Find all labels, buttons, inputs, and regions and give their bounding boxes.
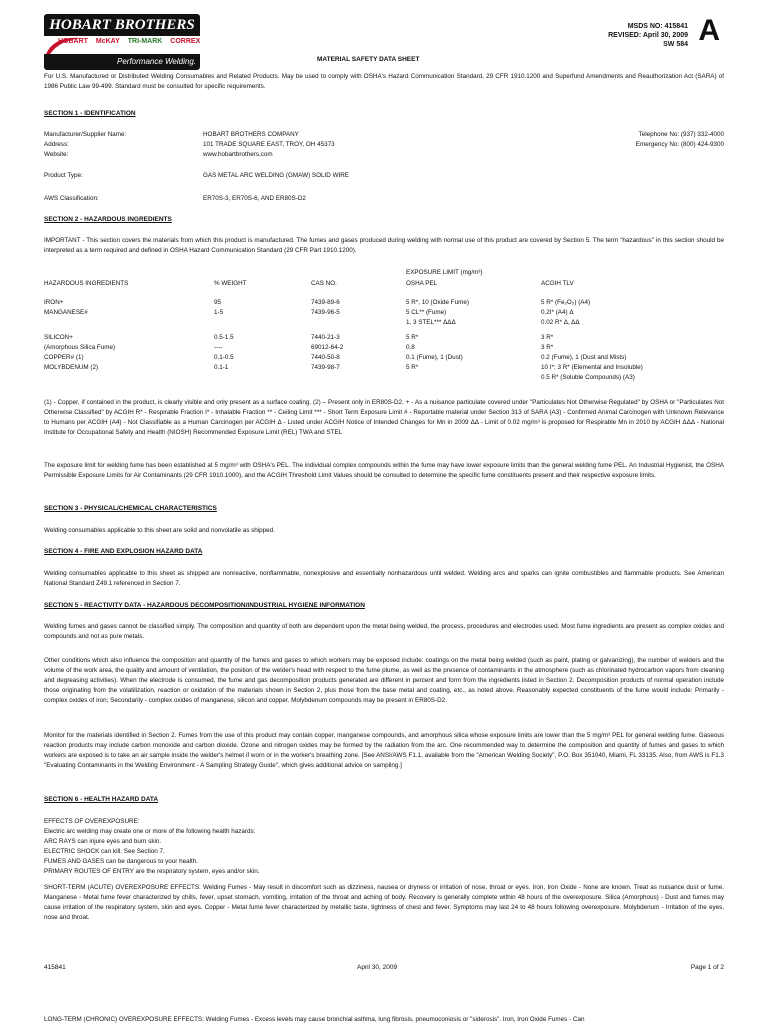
table-cell: (Amorphous Silica Fume) [44, 344, 116, 351]
table-cell: 69012-64-2 [311, 344, 344, 351]
table-row [0, 308, 768, 318]
footer-date: April 30, 2009 [357, 964, 398, 971]
table-row [0, 333, 768, 343]
footer-document-number: 415841 [44, 964, 66, 971]
s1-phones [636, 130, 724, 150]
logo-brand: HOBART BROTHERS [44, 14, 200, 36]
effects-line: ELECTRIC SHOCK can kill. See Section 7. [44, 848, 165, 855]
table-cell: 1-5 [214, 309, 224, 316]
col-acgih: ACGIH TLV [541, 280, 574, 287]
table-cell: IRON+ [44, 299, 64, 306]
s5-paragraph-2: Other conditions which also influence the composition and quantity of the fumes and gases to which workers may be exposed include: coatings on the metal being welded (such as paint, plating or galvanizing), the number of welders and the volume of the work area, the quality and amount of ventilation, the position of the welder's head with respect to the fume plume, as well as the presence of contaminants in the atmosphere (such as chlorinated hydrocarbon vapors from cleaning and degreasing activities). When the electrode is consumed, the fume and gas decomposition products generated are different in percent and form from the ingredients listed in Section 2. Decomposition products of normal operation include those originating from the volatilization, reaction or oxidation of the materials shown in Section 2, plus those from the base metal and coating, etc., as noted above. Reasonably expected constituents of the fume would include: Primarily - complex oxides of iron; Secondarily - complex oxides of manganese, silicon and copper. Molybdenum compounds may be present in ER80S-D2. [44, 657, 724, 704]
msds-number: MSDS NO: 415841 [627, 23, 688, 30]
table-cell: 0.2 (Fume), 1 (Dust and Mists) [541, 354, 627, 361]
effects-line: ARC RAYS can injure eyes and burn skin. [44, 838, 162, 845]
table-cell: 10 I*; 3 R* (Elemental and Insoluble) [541, 364, 643, 371]
effects-line: PRIMARY ROUTES OF ENTRY are the respiratory system, eyes and/or skin. [44, 868, 260, 875]
website-link[interactable]: www.hobartbrothers.com [203, 151, 273, 158]
table-row [0, 353, 768, 363]
table-cell: 0.1-1 [214, 364, 229, 371]
effects-line: Electric arc welding may create one or more of the following health hazards: [44, 828, 256, 835]
intro-text: For U.S. Manufactured or Distributed Welding Consumables and Related Products. May be used to comply with OSHA's Hazard Communication Standard, 29 CFR 1910.1200 and Superfund Amendments and Reauthorization Act (SARA) of 1986 Public Law 99-499. Standard must be consulted for specific requirements. [44, 73, 724, 90]
s5-paragraph-1: Welding fumes and gases cannot be classified simply. The composition and quantity of both are dependent upon the metal being welded, the process, procedures and electrodes used. Most fume ingredients are present as complex oxides and compounds and not as pure metals. [44, 623, 724, 640]
col-osha: OSHA PEL [406, 280, 438, 287]
ingredients-table-header [0, 279, 768, 289]
s2-exposure-note: The exposure limit for welding fume has been established at 5 mg/m³ with OSHA's PEL. The individual complex compounds within the fume may have lower exposure limits than the general welding fume PEL. An Industrial Hygienist, the OSHA Permissible Exposure Limits for Air Contaminants (29 CFR 1910.1000), and the ACGIH Threshold Limit Values should be consulted to determine the specific fume constituents present and their respective exposure limits. [44, 462, 724, 479]
table-cell: 0.8 [406, 344, 415, 351]
product-type-value: GAS METAL ARC WELDING (GMAW) SOLID WIRE [203, 172, 350, 179]
section-2-heading: SECTION 2 - HAZARDOUS INGREDIENTS [44, 216, 172, 223]
label-product-type: Product Type: [44, 172, 83, 179]
table-cell: 1, 3 STEL*** ΔΔΔ [406, 319, 456, 326]
brand-tri-mark: TRI-MARK [127, 38, 163, 45]
revised-date: REVISED: April 30, 2009 [608, 32, 688, 39]
col-ingredients: HAZARDOUS INGREDIENTS [44, 280, 129, 287]
telephone-number: Telephone No: (937) 332-4000 [638, 131, 724, 138]
table-cell: 7439-98-7 [311, 364, 340, 371]
section-4-heading: SECTION 4 - FIRE AND EXPLOSION HAZARD DATA [44, 548, 203, 555]
table-cell: COPPER# (1) [44, 354, 84, 361]
manufacturer-name: HOBART BROTHERS COMPANY [203, 131, 299, 138]
s2-footnotes: (1) - Copper, if contained in the product, is clearly visible and only present as a surface coating. (2) – Present only in ER80S-D2. + - As a nuisance particulate covered under "Particulates Not Otherwise Regulated" by OSHA or "Particulates Not Otherwise Classified" by ACGIH R* - Respirable Fraction I* - Inhalable Fraction ** - Ceiling Limit *** - Short Term Exposure Limit # - Reportable material under Section 313 of SARA (A3) - Confirmed Animal Carcinogen with Unknown Relevance to Humans per ACGIH (A4) - Not Classifiable as a Human Carcinogen per ACGIH Δ - Listed under ACGIH Notice of Intended Changes for Mn in 2009 ΔΔ - Limit of 0.02 mg/m³ is proposed for Respirable Mn in 2010 by ACGIH ΔΔΔ - National Institute for Occupational Safety and Health (NIOSH) Recommended Exposure Limit (REL) TWA and STEL [44, 399, 724, 436]
table-cell: 0.02 R* Δ, ΔΔ [541, 319, 580, 326]
table-row [0, 343, 768, 353]
brand-hobart: HOBART [58, 38, 88, 45]
table-row [0, 298, 768, 308]
document-title: MATERIAL SAFETY DATA SHEET [317, 56, 420, 63]
table-cell: ---- [214, 344, 223, 351]
label-address: Address: [44, 141, 69, 148]
table-cell: 5 R* [406, 334, 419, 341]
table-cell: 7439-96-5 [311, 309, 340, 316]
table-cell: 0.5-1.5 [214, 334, 234, 341]
table-cell: 95 [214, 299, 222, 306]
table-cell: 5 R* (Fe₂O₃) (A4) [541, 299, 591, 306]
s2-important-text: IMPORTANT - This section covers the materials from which this product is manufactured. The fumes and gases produced during welding with normal use of this product are covered by Section 5. The term "hazardous" in this section should be interpreted as a term required and defined in OSHA Hazard Communication Standard (29 CFR Part 1910.1200). [44, 237, 724, 254]
table-row [0, 363, 768, 373]
footer-page-number: Page 1 of 2 [690, 964, 724, 971]
s1-values [203, 130, 335, 160]
logo-sub-brands [58, 38, 206, 45]
section-5-heading: SECTION 5 - REACTIVITY DATA - HAZARDOUS DECOMPOSITION/INDUSTRIAL HYGIENE INFORMATION [44, 602, 365, 609]
emergency-number: Emergency No: (800) 424-9300 [635, 141, 724, 148]
col-weight: % WEIGHT [214, 280, 247, 287]
document-info [608, 22, 688, 49]
table-cell: SILICON+ [44, 334, 73, 341]
exposure-limit-header: EXPOSURE LIMIT (mg/m³) [406, 269, 483, 276]
section-6-heading: SECTION 6 - HEALTH HAZARD DATA [44, 796, 159, 803]
table-cell: MANGANESE# [44, 309, 88, 316]
section-1-heading: SECTION 1 - IDENTIFICATION [44, 110, 136, 117]
next-page-text: LONG-TERM (CHRONIC) OVEREXPOSURE EFFECTS: Welding Fumes - Excess levels may cause bronchial asthma, lung fibrosis, pneumoconiosis or "siderosis". Iron, Iron Oxide Fumes - Can [44, 1016, 585, 1023]
s3-text: Welding consumables applicable to this sheet are solid and nonvolatile as shipped. [44, 527, 275, 534]
table-cell: 5 R* [406, 364, 419, 371]
table-cell: 7440-21-3 [311, 334, 340, 341]
label-website: Website: [44, 151, 69, 158]
section-3-heading: SECTION 3 - PHYSICAL/CHEMICAL CHARACTERISTICS [44, 505, 217, 512]
table-cell: 0.1-0.5 [214, 354, 234, 361]
effects-heading: EFFECTS OF OVEREXPOSURE: [44, 818, 140, 825]
s4-text: Welding consumables applicable to this sheet as shipped are nonreactive, nonflammable, nonexplosive and essentially nonhazardous until welded. Welding arcs and sparks can ignite combustibles and flammable products. See American National Standard Z49.1 referenced in Section 7. [44, 570, 724, 587]
aws-value: ER70S-3, ER70S-6, AND ER80S-D2 [203, 195, 306, 202]
address-value: 101 TRADE SQUARE EAST, TROY, OH 45373 [203, 141, 335, 148]
effects-line: FUMES AND GASES can be dangerous to your health. [44, 858, 199, 865]
table-cell: 0.1 (Fume), 1 (Dust) [406, 354, 463, 361]
table-cell: 0.2I* (A4) Δ [541, 309, 574, 316]
table-row [0, 373, 768, 383]
brand-mckay: McKAY [95, 38, 120, 45]
table-cell: MOLYBDENUM (2) [44, 364, 99, 371]
table-cell: 3 R* [541, 334, 554, 341]
table-cell: 7440-50-8 [311, 354, 340, 361]
table-cell: 5 R*, 10 (Oxide Fume) [406, 299, 469, 306]
label-manufacturer: Manufacturer/Supplier Name: [44, 131, 127, 138]
sw-code: SW 584 [663, 41, 688, 48]
table-cell: 7439-89-6 [311, 299, 340, 306]
grade-letter: A [698, 14, 720, 47]
label-aws: AWS Classification: [44, 195, 99, 202]
table-cell: 0.5 R* (Soluble Compounds) (A3) [541, 374, 635, 381]
s5-paragraph-3: Monitor for the materials identified in Section 2. Fumes from the use of this product may contain copper, manganese compounds, and amorphous silica whose exposure limits are lower than the 5 mg/m³ PEL for general welding fume. Gaseous reaction products may include carbon monoxide and carbon dioxide. Ozone and nitrogen oxides may be formed by the radiation from the arc. One recommended way to determine the composition and quantity of fumes and gases to which workers are exposed is to take an air sample inside the welder's helmet if worn or in the worker's breathing zone. [See ANSI/AWS F1.1, available from the "American Welding Society", P.O. Box 351040, Miami, FL 33135. Also, from AWS is F1.3 "Evaluating Contaminants in the Welding Environment - A Sampling Strategy Guide", which gives additional advice on sampling.] [44, 732, 724, 769]
s1-labels [44, 130, 126, 160]
table-cell: 3 R* [541, 344, 554, 351]
brand-correx: CORREX [170, 38, 201, 45]
table-cell: 5 CL** (Fume) [406, 309, 447, 316]
s6-effects [44, 817, 259, 877]
s6-short-term-effects: SHORT-TERM (ACUTE) OVEREXPOSURE EFFECTS: Welding Fumes - May result in discomfort such as dizziness, nausea or dryness or irritation of nose, throat or eyes. Iron, Iron Oxide - None are known. Treat as nuisance dust or fume. Manganese - Metal fume fever characterized by chills, fever, upset stomach, vomiting, irritation of the throat and aching of body. Recovery is generally complete within 48 hours of the overexposure. Silica (Amorphous) - Dust and fumes may cause irritation of the respiratory system, skin and eyes. Copper - Metal fume fever characterized by metallic taste, tightness of chest and fever. Symptoms may last 24 to 48 hours following overexposure. Molybdenum - Irritation of the eyes, nose and throat. [44, 884, 724, 921]
table-row [0, 318, 768, 328]
hobart-logo [44, 14, 204, 72]
col-cas: CAS NO. [311, 280, 337, 287]
logo-tagline: Performance Welding. [44, 54, 200, 70]
